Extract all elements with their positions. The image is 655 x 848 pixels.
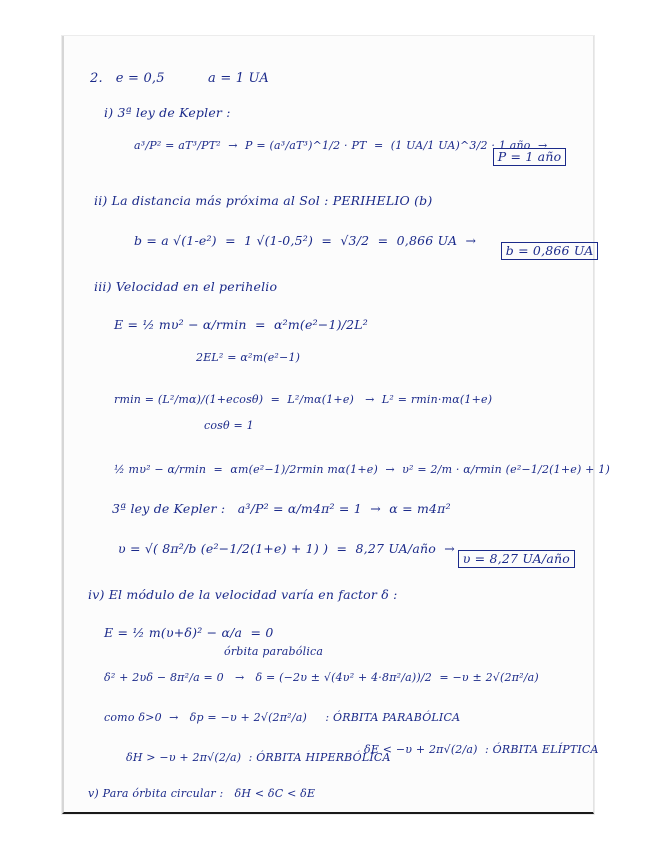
hyperbolic-condition: δH > −υ + 2π√(2/a) : ÓRBITA HIPERBÓLICA bbox=[126, 751, 391, 764]
elliptic-condition: δE < −υ + 2π√(2/a) : ÓRBITA ELÍPTICA bbox=[364, 743, 599, 756]
parabolic-energy-equation: E = ½ m(υ+δ)² − α/a = 0 bbox=[104, 625, 274, 640]
rmin-equation: rmin = (L²/mα)/(1+ecosθ) = L²/mα(1+e) → L² = rmin·mα(1+e) bbox=[114, 393, 493, 406]
part-ii-heading: ii) La distancia más próxima al Sol : PERIHELIO (b) bbox=[94, 193, 433, 208]
result-box-velocity bbox=[441, 536, 575, 581]
part-iv-heading: iv) El módulo de la velocidad varía en factor δ : bbox=[88, 587, 398, 602]
period-result: P = 1 año bbox=[493, 148, 567, 166]
quadratic-equation: δ² + 2υδ − 8π²/a = 0 → δ = (−2υ ± √(4υ² + 4·8π²/a))/2 = −υ ± 2√(2π²/a) bbox=[104, 671, 539, 684]
parabolic-orbit-note: órbita parabólica bbox=[224, 645, 324, 658]
part-i-heading: i) 3ª ley de Kepler : bbox=[104, 105, 231, 120]
energy-equation: E = ½ mυ² − α/rmin = α²m(e²−1)/2L² bbox=[114, 317, 368, 332]
problem-header: 2. e = 0,5 a = 1 UA bbox=[90, 71, 269, 86]
kepler-equation: a³/P² = aT³/PT² → P = (a³/aT³)^1/2 · PT = (1 UA/1 UA)^3/2 · 1 año → bbox=[134, 139, 548, 152]
result-box-period bbox=[476, 134, 566, 179]
distance-result: b = 0,866 UA bbox=[501, 242, 599, 260]
circular-orbit-line: v) Para órbita circular : δH < δC < δE bbox=[88, 787, 316, 800]
notebook-page bbox=[62, 36, 610, 814]
kepler-third-law: 3ª ley de Kepler : a³/P² = α/m4π² = 1 → α = m4π² bbox=[112, 501, 451, 516]
result-box-distance bbox=[484, 228, 598, 273]
perihelion-equation: b = a √(1-e²) = 1 √(1-0,5²) = √3/2 = 0,866 UA → bbox=[134, 233, 477, 248]
velocity-result: υ = 8,27 UA/año bbox=[458, 550, 575, 568]
parabolic-condition: como δ>0 → δp = −υ + 2√(2π²/a) : ÓRBITA PARABÓLICA bbox=[104, 711, 461, 724]
part-iii-heading: iii) Velocidad en el perihelio bbox=[94, 279, 278, 294]
velocity-squared-equation: ½ mυ² − α/rmin = αm(e²−1)/2rmin mα(1+e) → υ² = 2/m · α/rmin (e²−1/2(1+e) + 1) bbox=[114, 463, 610, 476]
velocity-equation: υ = √( 8π²/b (e²−1/2(1+e) + 1) ) = 8,27 UA/año → bbox=[118, 541, 455, 556]
energy-angular-relation: 2EL² = α²m(e²−1) bbox=[196, 351, 301, 364]
cos-note: cosθ = 1 bbox=[204, 419, 254, 432]
